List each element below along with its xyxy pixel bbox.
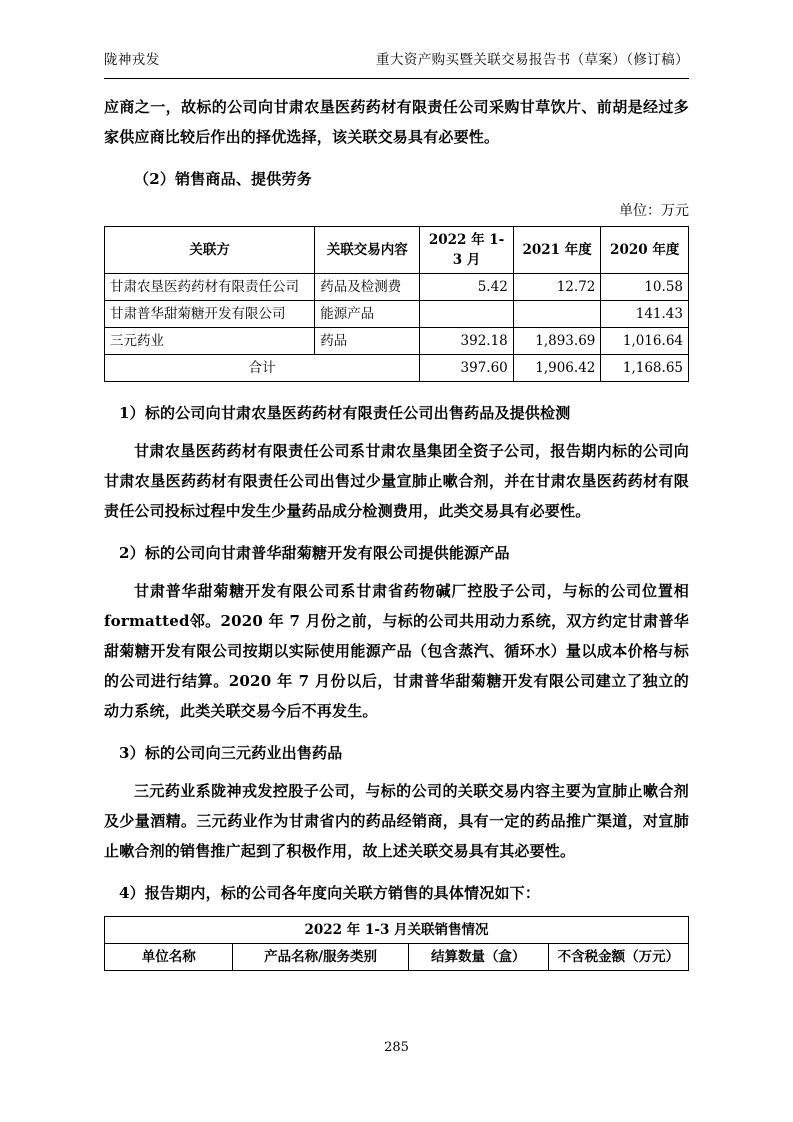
header-document-title: 重大资产购买暨关联交易报告书（草案）（修订稿） bbox=[376, 52, 689, 68]
related-party-sales-table bbox=[104, 226, 689, 382]
item2-text: 甘肃普华甜菊糖开发有限公司系甘肃省药物碱厂控股子公司，与标的公司位置相formatted邻。2020 年 7 月份之前，与标的公司共用动力系统，双方约定甘肃普华甜菊糖开发有限公司按期以实际使用能源产品（包含蒸汽、循环水）量以成本价格与标的公司进行结算。2020 年 7 月份以后，甘肃普华甜菊糖开发有限公司建立了独立的动力系统，此类关联交易今后不再发生。 bbox=[104, 582, 689, 720]
item1-title: 1）标的公司向甘肃农垦医药药材有限责任公司出售药品及提供检测 bbox=[119, 404, 571, 422]
item2-title: 2）标的公司向甘肃普华甜菊糖开发有限公司提供能源产品 bbox=[119, 544, 510, 562]
period-table-caption: 2022 年 1-3 月关联销售情况 bbox=[105, 917, 689, 944]
cell-total-label: 合计 bbox=[105, 355, 420, 382]
cell-content: 能源产品 bbox=[315, 301, 420, 328]
heading-sales-goods: （2）销售商品、提供劳务 bbox=[134, 170, 312, 188]
cell-total-2021: 1,906.42 bbox=[513, 355, 601, 382]
table-row bbox=[105, 328, 689, 355]
table-caption-row bbox=[105, 917, 689, 944]
cell-2022q1: 392.18 bbox=[420, 328, 513, 355]
paragraph-top: 应商之一，故标的公司向甘肃农垦医药药材有限责任公司采购甘草饮片、前胡是经过多家供应商比较后作出的择优选择，该关联交易具有必要性。 bbox=[104, 98, 689, 146]
column-header-2022q1: 2022 年 1-3 月 bbox=[420, 227, 513, 274]
cell-2021 bbox=[513, 301, 601, 328]
table-header-row bbox=[105, 944, 689, 971]
column-header-quantity: 结算数量（盒） bbox=[408, 944, 548, 971]
cell-2022q1 bbox=[420, 301, 513, 328]
column-header-2021: 2021 年度 bbox=[513, 227, 601, 274]
cell-2020: 10.58 bbox=[601, 274, 689, 301]
cell-total-2022q1: 397.60 bbox=[420, 355, 513, 382]
page-number: 285 bbox=[384, 1040, 409, 1055]
page-content bbox=[104, 92, 689, 971]
cell-2020: 1,016.64 bbox=[601, 328, 689, 355]
cell-party: 甘肃农垦医药药材有限责任公司 bbox=[105, 274, 315, 301]
table-total-row bbox=[105, 355, 689, 382]
item3-title: 3）标的公司向三元药业出售药品 bbox=[119, 744, 343, 762]
page-header bbox=[104, 48, 689, 68]
cell-2021: 1,893.69 bbox=[513, 328, 601, 355]
column-header-2020: 2020 年度 bbox=[601, 227, 689, 274]
table-header-row bbox=[105, 227, 689, 274]
column-header-party: 关联方 bbox=[105, 227, 315, 274]
item1-text: 甘肃农垦医药药材有限责任公司系甘肃农垦集团全资子公司，报告期内标的公司向甘肃农垦医药药材有限责任公司出售过少量宣肺止嗽合剂，并在甘肃农垦医药药材有限责任公司投标过程中发生少量药品成分检测费用，此类交易具有必要性。 bbox=[104, 442, 689, 520]
item4-title: 4）报告期内，标的公司各年度向关联方销售的具体情况如下： bbox=[119, 884, 541, 902]
cell-total-2020: 1,168.65 bbox=[601, 355, 689, 382]
period-sales-table bbox=[104, 916, 689, 971]
item3-text: 三元药业系陇神戎发控股子公司，与标的公司的关联交易内容主要为宣肺止嗽合剂及少量酒精。三元药业作为甘肃省内的药品经销商，具有一定的药品推广渠道，对宣肺止嗽合剂的销售推广起到了积极作用，故上述关联交易具有其必要性。 bbox=[104, 782, 689, 860]
header-company-name: 陇神戎发 bbox=[104, 52, 160, 68]
cell-content: 药品 bbox=[315, 328, 420, 355]
column-header-content: 关联交易内容 bbox=[315, 227, 420, 274]
cell-2021: 12.72 bbox=[513, 274, 601, 301]
table-row bbox=[105, 274, 689, 301]
column-header-amount: 不含税金额（万元） bbox=[548, 944, 688, 971]
cell-2022q1: 5.42 bbox=[420, 274, 513, 301]
column-header-unit-name: 单位名称 bbox=[105, 944, 233, 971]
table-row bbox=[105, 301, 689, 328]
table-unit-label: 单位：万元 bbox=[619, 203, 689, 219]
cell-2020: 141.43 bbox=[601, 301, 689, 328]
header-divider bbox=[104, 78, 689, 79]
column-header-product: 产品名称/服务类别 bbox=[233, 944, 408, 971]
page-footer bbox=[0, 1040, 793, 1055]
cell-content: 药品及检测费 bbox=[315, 274, 420, 301]
cell-party: 甘肃普华甜菊糖开发有限公司 bbox=[105, 301, 315, 328]
cell-party: 三元药业 bbox=[105, 328, 315, 355]
